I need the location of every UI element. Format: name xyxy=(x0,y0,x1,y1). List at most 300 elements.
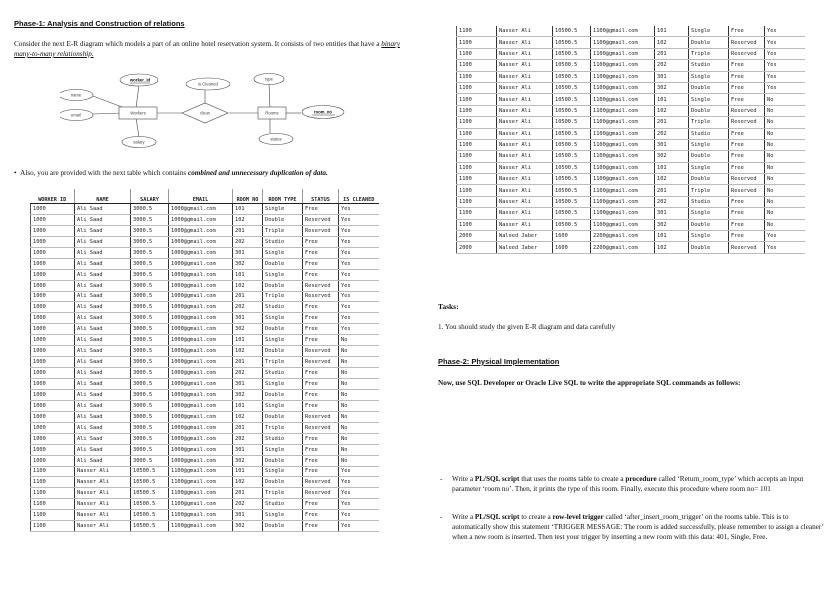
table-cell: Ali Saad xyxy=(75,291,131,302)
table-cell: 1100 xyxy=(457,117,497,128)
table-cell: Waleed Jaber xyxy=(497,231,553,242)
table-cell: 1000 xyxy=(31,269,75,280)
table-cell: 3000.5 xyxy=(131,422,169,433)
table-cell: Nasser Ali xyxy=(497,71,553,82)
table-cell: 1000 xyxy=(31,204,75,215)
table-cell: 1100 xyxy=(457,71,497,82)
table-cell: Free xyxy=(303,433,339,444)
table-intro-text: Also, you are provided with the next table which contains xyxy=(20,169,188,177)
table-cell: Yes xyxy=(765,48,805,59)
table-cell: Ali Saad xyxy=(75,236,131,247)
table-cell: 1100 xyxy=(457,219,497,230)
table-cell: 301 xyxy=(233,444,263,455)
table-cell: No xyxy=(339,411,379,422)
table-cell: 1100 xyxy=(457,82,497,93)
table-cell: Free xyxy=(303,236,339,247)
table-cell: 1000 xyxy=(31,280,75,291)
table-cell: 1000@gmail.com xyxy=(169,422,233,433)
table-cell: Free xyxy=(303,379,339,390)
table-cell: 3000.5 xyxy=(131,455,169,466)
table-cell: Free xyxy=(303,444,339,455)
attr-name-label: name xyxy=(70,92,82,98)
table-row xyxy=(31,357,379,368)
phase1-intro xyxy=(14,39,406,59)
table-cell: Free xyxy=(303,258,339,269)
table-cell: Ali Saad xyxy=(75,368,131,379)
table-cell: 302 xyxy=(233,455,263,466)
table-cell: Nasser Ali xyxy=(497,37,553,48)
bullet-1-bold2: procedure xyxy=(625,475,657,483)
table-cell: 1000 xyxy=(31,357,75,368)
table-cell: 102 xyxy=(655,105,689,116)
table-cell: No xyxy=(765,139,805,150)
table-row xyxy=(457,242,805,253)
tasks-title: Tasks: xyxy=(438,302,459,311)
table-cell: 1000@gmail.com xyxy=(169,280,233,291)
header-status: STATUS xyxy=(303,189,339,204)
header-email: EMAIL xyxy=(169,189,233,204)
table-cell: Ali Saad xyxy=(75,357,131,368)
table-cell: 1100@gmail.com xyxy=(591,174,655,185)
table-cell: Double xyxy=(263,389,303,400)
table-cell: Yes xyxy=(339,247,379,258)
table-cell: Reserved xyxy=(729,37,765,48)
table-cell: 1100@gmail.com xyxy=(591,37,655,48)
table-cell: 1000 xyxy=(31,346,75,357)
table-cell: No xyxy=(765,117,805,128)
table-cell: 1100@gmail.com xyxy=(169,477,233,488)
table-cell: 1100@gmail.com xyxy=(591,117,655,128)
table-cell: 1600 xyxy=(553,242,591,253)
table-cell: Yes xyxy=(339,302,379,313)
attr-status-label: status xyxy=(270,136,282,142)
table-cell: 1100 xyxy=(31,521,75,532)
table-cell: Single xyxy=(263,313,303,324)
table-cell: Ali Saad xyxy=(75,324,131,335)
table-cell: Reserved xyxy=(729,174,765,185)
table-cell: 201 xyxy=(655,117,689,128)
table-cell: Ali Saad xyxy=(75,346,131,357)
bullet-marker-1: - xyxy=(440,475,443,483)
table-row xyxy=(457,60,805,71)
table-cell: 302 xyxy=(655,219,689,230)
table-cell: Yes xyxy=(339,236,379,247)
table-cell: 301 xyxy=(233,510,263,521)
table-cell: Single xyxy=(263,466,303,477)
table-row xyxy=(31,225,379,236)
table-cell: Free xyxy=(303,324,339,335)
table-row xyxy=(31,335,379,346)
entity-rooms-label: Rooms xyxy=(265,110,279,116)
table-cell: Single xyxy=(263,379,303,390)
table-cell: Ali Saad xyxy=(75,455,131,466)
table-cell: Yes xyxy=(339,280,379,291)
table-cell: No xyxy=(765,151,805,162)
table-cell: 301 xyxy=(655,139,689,150)
table-cell: Nasser Ali xyxy=(497,139,553,150)
table-cell: 101 xyxy=(655,231,689,242)
table-cell: 10500.5 xyxy=(553,174,591,185)
table-cell: Triple xyxy=(689,48,729,59)
table-cell: 1100@gmail.com xyxy=(591,48,655,59)
table-cell: 1000@gmail.com xyxy=(169,269,233,280)
table-cell: 10500.5 xyxy=(553,219,591,230)
table-row xyxy=(31,280,379,291)
table-cell: 10500.5 xyxy=(553,71,591,82)
table-cell: Reserved xyxy=(303,488,339,499)
table-cell: 1000@gmail.com xyxy=(169,444,233,455)
table-row xyxy=(31,455,379,466)
table-row xyxy=(31,247,379,258)
table-cell: 1000 xyxy=(31,433,75,444)
table-cell: 101 xyxy=(655,94,689,105)
table-cell: No xyxy=(765,128,805,139)
table-cell: Nasser Ali xyxy=(497,151,553,162)
table-cell: Triple xyxy=(263,291,303,302)
table-cell: 3000.5 xyxy=(131,368,169,379)
attr-type-label: type xyxy=(265,76,273,82)
table-cell: 1000@gmail.com xyxy=(169,357,233,368)
table-cell: 102 xyxy=(233,346,263,357)
table-row xyxy=(31,466,379,477)
table-cell: No xyxy=(339,422,379,433)
table-cell: Reserved xyxy=(303,411,339,422)
table-cell: 1000@gmail.com xyxy=(169,368,233,379)
table-cell: Nasser Ali xyxy=(75,521,131,532)
table-row xyxy=(31,444,379,455)
table-cell: 3000.5 xyxy=(131,313,169,324)
table-cell: 1100 xyxy=(457,26,497,37)
table-cell: 3000.5 xyxy=(131,302,169,313)
phase2-intro: Now, use SQL Developer or Oracle Live SQL to write the appropriate SQL commands as follows: xyxy=(438,378,741,387)
table-cell: 201 xyxy=(233,291,263,302)
table-cell: 10500.5 xyxy=(553,105,591,116)
table-cell: Free xyxy=(729,196,765,207)
table-cell: 3000.5 xyxy=(131,280,169,291)
table-cell: Single xyxy=(689,162,729,173)
table-cell: Double xyxy=(689,242,729,253)
table-cell: Studio xyxy=(689,60,729,71)
table-cell: 101 xyxy=(233,204,263,215)
table-cell: Nasser Ali xyxy=(75,510,131,521)
table-cell: Free xyxy=(729,94,765,105)
table-cell: 102 xyxy=(655,174,689,185)
table-cell: 1000@gmail.com xyxy=(169,236,233,247)
table-row xyxy=(457,139,805,150)
table-cell: 301 xyxy=(233,247,263,258)
table-row xyxy=(31,400,379,411)
table-cell: 3000.5 xyxy=(131,291,169,302)
table-cell: No xyxy=(339,389,379,400)
table-cell: Ali Saad xyxy=(75,302,131,313)
bullet-2-prefix: Write a xyxy=(452,513,475,521)
table-row xyxy=(457,26,805,37)
table-cell: Ali Saad xyxy=(75,204,131,215)
table-cell: Single xyxy=(263,269,303,280)
table-cell: 1000@gmail.com xyxy=(169,258,233,269)
table-cell: Free xyxy=(303,269,339,280)
table-cell: 10500.5 xyxy=(553,37,591,48)
bullet-1-text: that uses the rooms table to create a xyxy=(519,475,626,483)
table-cell: 3000.5 xyxy=(131,357,169,368)
header-salary: SALARY xyxy=(131,189,169,204)
header-worker-id: WORKER ID xyxy=(31,189,75,204)
table-cell: Double xyxy=(263,477,303,488)
table-cell: Ali Saad xyxy=(75,389,131,400)
bullet-2-bold: PL/SQL script xyxy=(474,513,520,521)
table-cell: Studio xyxy=(263,236,303,247)
table-cell: Studio xyxy=(263,433,303,444)
table-cell: 1000@gmail.com xyxy=(169,247,233,258)
table-cell: Free xyxy=(303,335,339,346)
table-cell: Studio xyxy=(263,302,303,313)
table-cell: 1000@gmail.com xyxy=(169,291,233,302)
table-cell: 1000 xyxy=(31,313,75,324)
table-cell: Nasser Ali xyxy=(75,466,131,477)
table-cell: Ali Saad xyxy=(75,379,131,390)
table-cell: 1000 xyxy=(31,389,75,400)
table-cell: Triple xyxy=(689,117,729,128)
table-cell: Single xyxy=(689,26,729,37)
table-cell: 1000 xyxy=(31,422,75,433)
attr-salary-label: salary xyxy=(133,139,145,145)
table-cell: 1100@gmail.com xyxy=(591,71,655,82)
table-cell: No xyxy=(339,335,379,346)
table-cell: Nasser Ali xyxy=(497,128,553,139)
table-cell: 1100 xyxy=(457,105,497,116)
table-cell: Yes xyxy=(765,37,805,48)
table-cell: Yes xyxy=(765,26,805,37)
table-cell: 3000.5 xyxy=(131,335,169,346)
table-cell: 1100@gmail.com xyxy=(169,488,233,499)
bullet-1-prefix: Write a xyxy=(452,475,475,483)
table-cell: Yes xyxy=(339,258,379,269)
table-cell: 202 xyxy=(233,302,263,313)
table-cell: 1100@gmail.com xyxy=(591,219,655,230)
table-cell: 202 xyxy=(655,128,689,139)
table-row xyxy=(457,82,805,93)
table-cell: 202 xyxy=(233,433,263,444)
table-cell: Reserved xyxy=(729,242,765,253)
table-row xyxy=(31,499,379,510)
table-cell: Yes xyxy=(339,269,379,280)
table-cell: 10500.5 xyxy=(131,510,169,521)
table-cell: 10500.5 xyxy=(131,499,169,510)
table-cell: Free xyxy=(729,151,765,162)
table-row xyxy=(457,117,805,128)
table-cell: 1100@gmail.com xyxy=(591,208,655,219)
table-cell: 1100@gmail.com xyxy=(169,521,233,532)
header-room-type: ROOM TYPE xyxy=(263,189,303,204)
data-table-left xyxy=(30,189,379,532)
table-cell: Nasser Ali xyxy=(497,174,553,185)
table-row xyxy=(31,269,379,280)
intro-text: Consider the next E-R diagram which models a part of an online hotel reservation system. It consists of two entities that have a xyxy=(14,40,382,48)
table-cell: 1100@gmail.com xyxy=(591,26,655,37)
table-row xyxy=(457,174,805,185)
table-cell: Single xyxy=(689,208,729,219)
table-cell: 1100@gmail.com xyxy=(591,196,655,207)
table-cell: No xyxy=(765,185,805,196)
table-cell: No xyxy=(765,174,805,185)
table-row xyxy=(31,346,379,357)
table-cell: Ali Saad xyxy=(75,411,131,422)
table-cell: 1000 xyxy=(31,379,75,390)
table-cell: 1600 xyxy=(553,231,591,242)
table-cell: 10500.5 xyxy=(553,117,591,128)
table-cell: 1100@gmail.com xyxy=(591,82,655,93)
table-cell: Double xyxy=(263,411,303,422)
table-cell: 102 xyxy=(233,214,263,225)
table-cell: 1000 xyxy=(31,400,75,411)
intro-emphasis: binary many-to-many relationship. xyxy=(14,40,401,58)
table-cell: Reserved xyxy=(303,214,339,225)
table-cell: Nasser Ali xyxy=(497,105,553,116)
table-cell: Nasser Ali xyxy=(497,196,553,207)
table-cell: Single xyxy=(263,204,303,215)
table-cell: 1100 xyxy=(457,151,497,162)
table-cell: 1100@gmail.com xyxy=(591,94,655,105)
table-cell: Triple xyxy=(689,185,729,196)
table-cell: Nasser Ali xyxy=(497,48,553,59)
table-cell: 3000.5 xyxy=(131,258,169,269)
table-cell: 102 xyxy=(233,280,263,291)
table-cell: Reserved xyxy=(303,225,339,236)
table-cell: 1000@gmail.com xyxy=(169,346,233,357)
table-cell: 10500.5 xyxy=(553,48,591,59)
table-cell: 1100@gmail.com xyxy=(169,499,233,510)
table-cell: 1000 xyxy=(31,411,75,422)
table-cell: 302 xyxy=(233,389,263,400)
bullet-2-text: to create a xyxy=(519,513,553,521)
table-cell: Yes xyxy=(765,60,805,71)
table-cell: Single xyxy=(689,231,729,242)
bullet-1-bold: PL/SQL script xyxy=(474,475,520,483)
table-cell: 101 xyxy=(655,26,689,37)
table-cell: Free xyxy=(729,219,765,230)
table-cell: Reserved xyxy=(729,48,765,59)
table-cell: 1100 xyxy=(457,37,497,48)
table-cell: Nasser Ali xyxy=(497,208,553,219)
table-row xyxy=(31,258,379,269)
table-row xyxy=(457,185,805,196)
bullet-2 xyxy=(452,512,824,542)
table-cell: Yes xyxy=(339,214,379,225)
table-cell: No xyxy=(339,379,379,390)
table-row xyxy=(31,379,379,390)
table-row xyxy=(31,313,379,324)
table-cell: 202 xyxy=(233,368,263,379)
table-row xyxy=(457,162,805,173)
table-row xyxy=(31,389,379,400)
table-cell: 10500.5 xyxy=(553,162,591,173)
phase1-title: Phase-1: Analysis and Construction of relations xyxy=(14,19,185,28)
table-cell: No xyxy=(339,444,379,455)
table-row xyxy=(31,477,379,488)
table-cell: 1000@gmail.com xyxy=(169,389,233,400)
table-cell: Yes xyxy=(765,231,805,242)
table-cell: Nasser Ali xyxy=(75,488,131,499)
table-cell: 102 xyxy=(655,242,689,253)
table-cell: 10500.5 xyxy=(553,185,591,196)
table-cell: 202 xyxy=(233,236,263,247)
table-cell: 10500.5 xyxy=(553,208,591,219)
table-cell: Ali Saad xyxy=(75,269,131,280)
table-row xyxy=(31,204,379,215)
table-cell: 101 xyxy=(655,162,689,173)
table-cell: 3000.5 xyxy=(131,225,169,236)
table-cell: Yes xyxy=(339,204,379,215)
table-row xyxy=(31,411,379,422)
table-cell: 1000 xyxy=(31,291,75,302)
table-cell: Nasser Ali xyxy=(497,162,553,173)
header-is-cleaned: IS CLEANED xyxy=(339,189,379,204)
table-cell: No xyxy=(339,433,379,444)
table-cell: 3000.5 xyxy=(131,346,169,357)
table-cell: 1100 xyxy=(457,196,497,207)
table-cell: 1100 xyxy=(457,139,497,150)
table-cell: 1000 xyxy=(31,214,75,225)
table-cell: 2000 xyxy=(457,231,497,242)
table-cell: No xyxy=(339,400,379,411)
table-cell: Triple xyxy=(263,422,303,433)
table-cell: 3000.5 xyxy=(131,389,169,400)
table-cell: 1100@gmail.com xyxy=(591,151,655,162)
table-cell: 10500.5 xyxy=(553,26,591,37)
table-cell: Nasser Ali xyxy=(497,117,553,128)
table-cell: 1100 xyxy=(457,174,497,185)
table-cell: Ali Saad xyxy=(75,335,131,346)
table-cell: Ali Saad xyxy=(75,214,131,225)
table-cell: Yes xyxy=(339,521,379,532)
table-cell: Free xyxy=(729,139,765,150)
table-cell: Nasser Ali xyxy=(497,185,553,196)
table-row xyxy=(31,291,379,302)
table-row xyxy=(457,71,805,82)
table-cell: Nasser Ali xyxy=(497,60,553,71)
table-cell: Studio xyxy=(689,128,729,139)
table-cell: No xyxy=(765,105,805,116)
table-cell: 3000.5 xyxy=(131,204,169,215)
table-cell: Triple xyxy=(263,357,303,368)
table-cell: 1100 xyxy=(457,48,497,59)
table-cell: Nasser Ali xyxy=(497,26,553,37)
table-cell: 1000 xyxy=(31,258,75,269)
table-cell: 10500.5 xyxy=(553,82,591,93)
table-row xyxy=(457,128,805,139)
table-cell: Studio xyxy=(263,368,303,379)
table-cell: Free xyxy=(729,82,765,93)
table-cell: Free xyxy=(303,389,339,400)
table-cell: Free xyxy=(729,128,765,139)
table-cell: 1100@gmail.com xyxy=(591,185,655,196)
table-cell: Yes xyxy=(339,488,379,499)
bullet-1-text2: called ‘Return_room_type’ which accepts an input parameter ‘room no’. Then, it prints the type of this room. Finally, execute this procedure where room no= 101 xyxy=(452,475,804,493)
bullet-dot: • xyxy=(14,169,17,177)
bullet-2-text2: called ‘after_insert_room_trigger’ on the rooms table. This is to automatically show this statement ‘TRIGGER MESSAGE: The room is added successfully, please remember to assign a cleaner’ when a new room is inserted. Then test your trigger by inserting a new room with this data: 401, Single, Free. xyxy=(452,513,824,541)
table-cell: 302 xyxy=(233,324,263,335)
table-cell: 302 xyxy=(233,258,263,269)
table-cell: Single xyxy=(689,94,729,105)
table-cell: 1000@gmail.com xyxy=(169,214,233,225)
table-cell: Double xyxy=(689,37,729,48)
table-cell: Free xyxy=(729,162,765,173)
table-cell: Yes xyxy=(765,71,805,82)
table-cell: Studio xyxy=(689,196,729,207)
table-cell: Double xyxy=(263,455,303,466)
table-cell: Free xyxy=(303,313,339,324)
er-diagram xyxy=(60,70,360,155)
